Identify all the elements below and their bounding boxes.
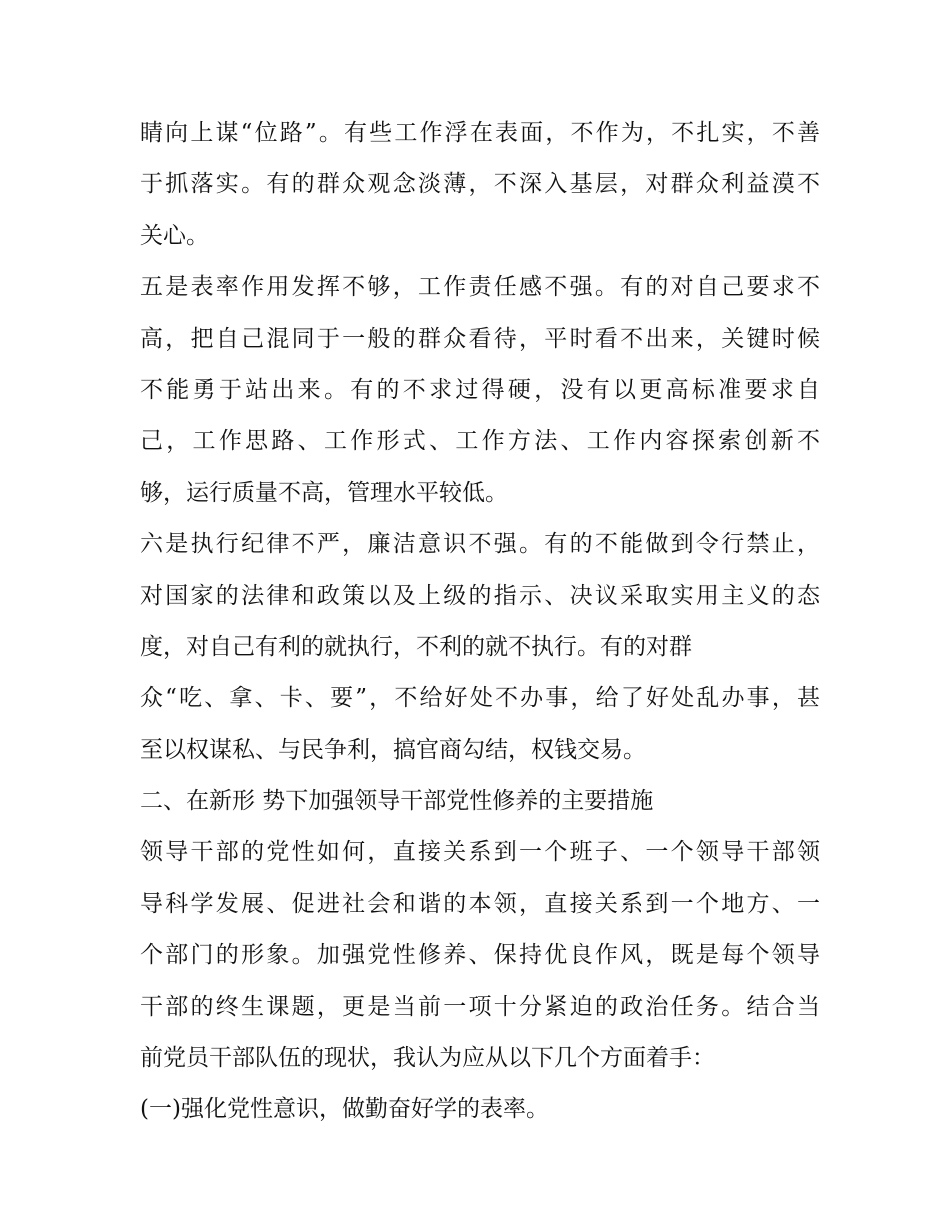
text-line: 度，对自己有利的就执行，不利的就不执行。有的对群 xyxy=(140,633,692,660)
text-line: 导科学发展、促进社会和谐的本领，直接关系到一个地方、一 xyxy=(140,890,820,917)
document-body xyxy=(140,108,820,1136)
text-line: 二、在新形 势下加强领导干部党性修养的主要措施 xyxy=(140,788,654,815)
text-line: 高，把自己混同于一般的群众看待，平时看不出来，关键时候 xyxy=(140,325,820,352)
text-line: 够，运行质量不高，管理水平较低。 xyxy=(140,479,508,506)
text-line: 睛向上谋“位路”。有些工作浮在表面，不作为，不扎实，不善 xyxy=(140,120,820,146)
text-line: 六是执行纪律不严，廉洁意识不强。有的不能做到令行禁止， xyxy=(140,531,820,558)
text-line: 个部门的形象。加强党性修养、保持优良作风，既是每个领导 xyxy=(140,942,820,969)
text-line: 至以权谋私、与民争利，搞官商勾结，权钱交易。 xyxy=(140,736,646,763)
text-line: 领导干部的党性如何，直接关系到一个班子、一个领导干部领 xyxy=(140,839,820,866)
text-line: 众“吃、拿、卡、要”，不给好处不办事，给了好处乱办事，甚 xyxy=(140,685,820,712)
text-line: 于抓落实。有的群众观念淡薄，不深入基层，对群众利益漠不 xyxy=(140,171,820,198)
text-line: 关心。 xyxy=(140,222,209,249)
text-line: 前党员干部队伍的现状，我认为应从以下几个方面着手： xyxy=(140,1045,715,1072)
text-line: 干部的终生课题，更是当前一项十分紧迫的政治任务。结合当 xyxy=(140,993,820,1020)
text-line: (一)强化党性意识，做勤奋好学的表率。 xyxy=(140,1096,549,1123)
text-line: 五是表率作用发挥不够，工作责任感不强。有的对自己要求不 xyxy=(140,274,820,301)
text-line: 己，工作思路、工作形式、工作方法、工作内容探索创新不 xyxy=(140,428,820,455)
text-line: 对国家的法律和政策以及上级的指示、决议采取实用主义的态 xyxy=(140,582,820,609)
text-line: 不能勇于站出来。有的不求过得硬，没有以更高标准要求自 xyxy=(140,376,820,403)
